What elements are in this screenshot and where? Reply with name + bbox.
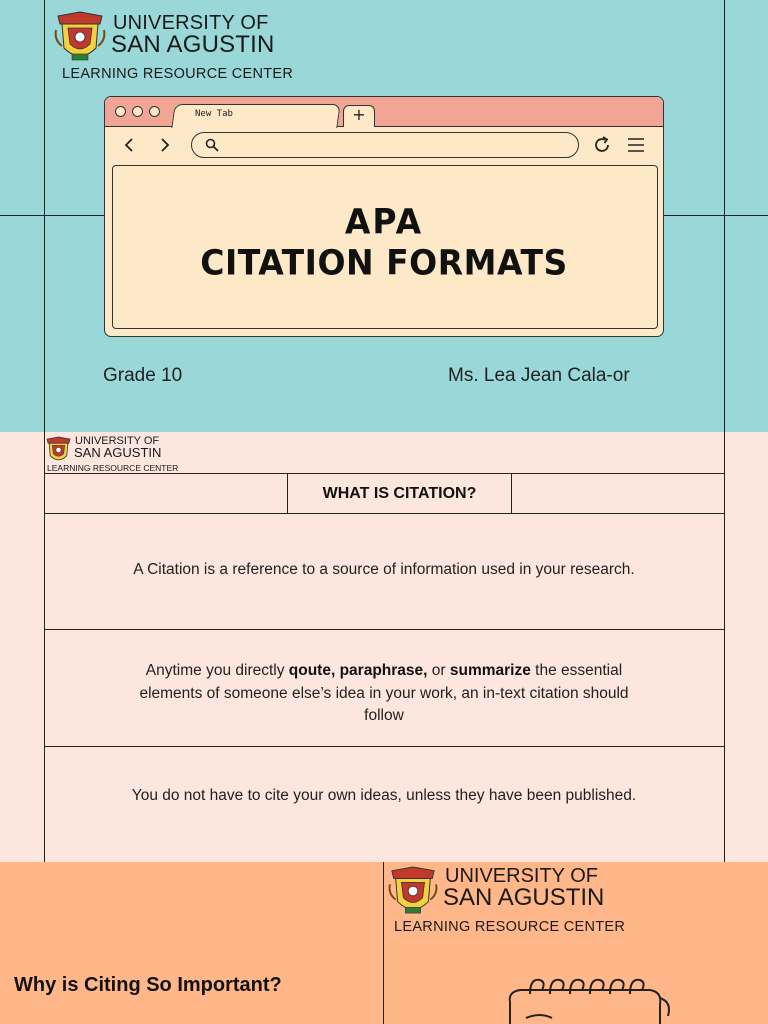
slide-title-line2: CITATION FORMATS <box>200 242 568 283</box>
exception-paragraph: You do not have to cite your own ideas, unless they have been published. <box>131 787 637 804</box>
divider-line <box>44 629 725 630</box>
university-name-line1: UNIVERSITY OF <box>113 12 269 34</box>
divider-line <box>44 746 725 747</box>
title-slide <box>0 0 768 432</box>
question-heading: Why is Citing So Important? <box>14 974 282 996</box>
window-dot <box>132 106 143 117</box>
university-name-line1: UNIVERSITY OF <box>75 435 160 447</box>
usage-emphasis: qoute, paraphrase, <box>288 662 428 679</box>
resource-center-label: LEARNING RESOURCE CENTER <box>394 919 626 935</box>
university-name-line2: SAN AGUSTIN <box>443 884 605 911</box>
window-dot <box>149 106 160 117</box>
citation-definition-slide <box>0 432 768 862</box>
usage-text: or <box>427 662 450 679</box>
university-seal-icon <box>54 10 106 64</box>
new-tab-button: + <box>343 105 375 127</box>
window-dot <box>115 106 126 117</box>
section-heading: WHAT IS CITATION? <box>322 485 477 502</box>
address-bar <box>191 132 579 158</box>
university-name-line2: SAN AGUSTIN <box>74 445 162 460</box>
menu-icon <box>627 137 645 153</box>
usage-paragraph <box>120 660 648 728</box>
search-icon <box>205 138 219 152</box>
slide-title-line1: APA <box>344 201 424 242</box>
usage-emphasis: summarize <box>449 662 531 679</box>
university-seal-icon <box>45 435 72 465</box>
divider-line <box>724 432 725 862</box>
usage-text: the essential elements of someone else’s idea in your work, an in-text citation should follow <box>139 662 629 724</box>
importance-slide <box>0 862 768 1024</box>
teacher-name: Ms. Lea Jean Cala-or <box>448 365 630 386</box>
divider-line <box>383 862 384 1024</box>
definition-paragraph: A Citation is a reference to a source of information used in your research. <box>133 561 635 578</box>
back-arrow-icon <box>123 137 135 153</box>
browser-tab-label: New Tab <box>195 109 233 119</box>
resource-center-label: LEARNING RESOURCE CENTER <box>62 66 294 82</box>
usage-text: Anytime you directly <box>145 662 289 679</box>
grade-label: Grade 10 <box>103 365 183 386</box>
reload-icon <box>592 135 612 155</box>
notebook-icon <box>500 972 680 1024</box>
university-name-line2: SAN AGUSTIN <box>111 31 275 58</box>
university-name-line1: UNIVERSITY OF <box>445 865 598 887</box>
university-seal-icon <box>388 864 438 918</box>
resource-center-label: LEARNING RESOURCE CENTER <box>47 463 179 473</box>
divider-line <box>44 432 45 862</box>
forward-arrow-icon <box>159 137 171 153</box>
